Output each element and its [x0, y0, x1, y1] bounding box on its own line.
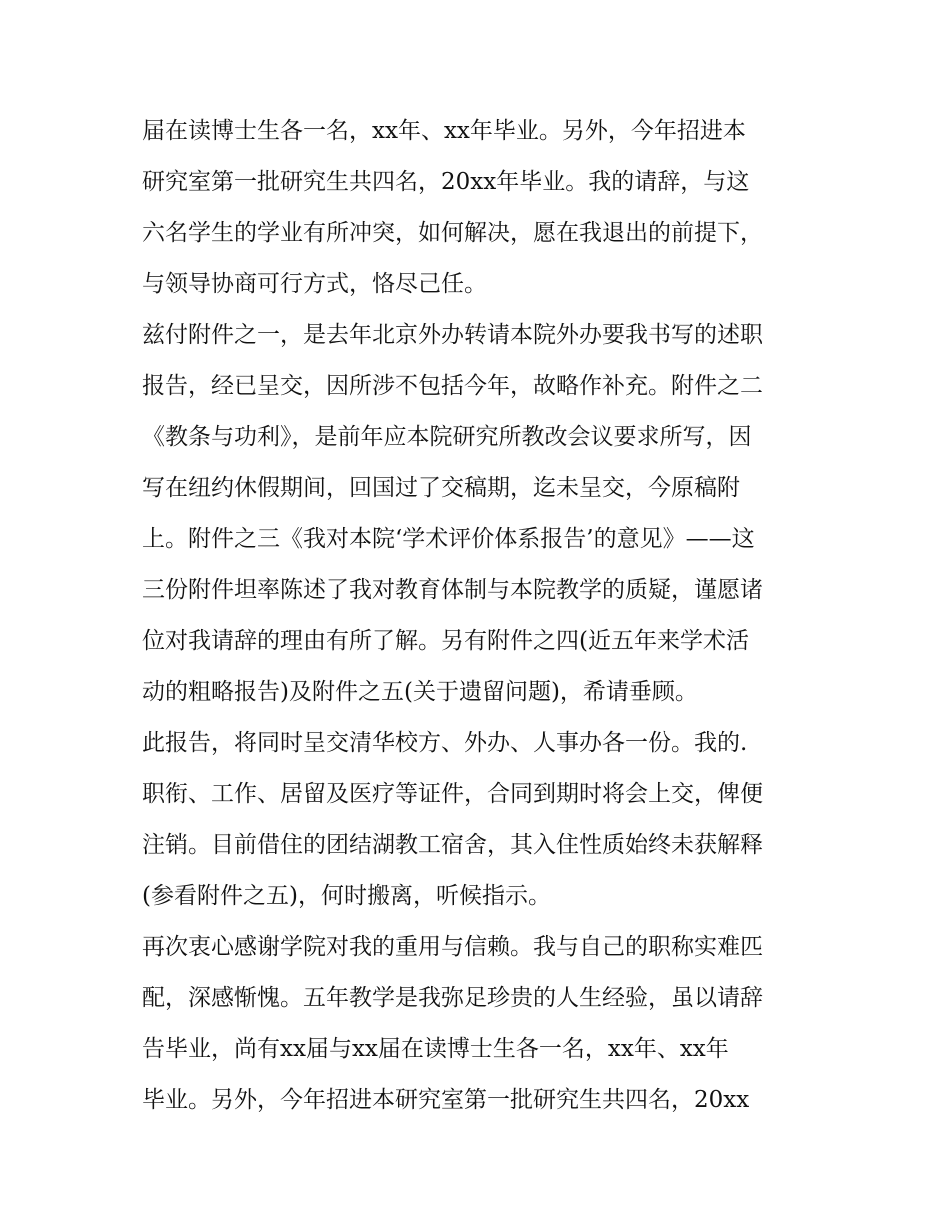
text-line: 上。附件之三《我对本院‘学术评价体系报告’的意见》——这: [142, 526, 755, 552]
text-line: (参看附件之五)，何时搬离，听候指示。: [142, 883, 551, 909]
text-line: 兹付附件之一，是去年北京外办转请本院外办要我书写的述职: [142, 322, 763, 348]
text-line: 三份附件坦率陈述了我对教育体制与本院教学的质疑，谨愿诸: [142, 577, 763, 603]
text-line: 告毕业，尚有xx届与xx届在读博士生各一名，xx年、xx年: [142, 1036, 729, 1062]
text-line: 届在读博士生各一名，xx年、xx年毕业。另外，今年招进本: [142, 118, 746, 144]
text-line: 报告，经已呈交，因所涉不包括今年，故略作补充。附件之二: [142, 373, 763, 399]
text-line: 位对我请辞的理由有所了解。另有附件之四(近五年来学术活: [142, 628, 749, 654]
text-line: 与领导协商可行方式，恪尽己任。: [142, 271, 487, 297]
text-line: 《教条与功利》，是前年应本院研究所教改会议要求所写，因: [142, 424, 752, 450]
text-line: 动的粗略报告)及附件之五(关于遗留问题)，希请垂顾。: [142, 679, 698, 705]
text-line: 注销。目前借住的团结湖教工宿舍，其入住性质始终未获解释: [142, 832, 763, 858]
text-line: 研究室第一批研究生共四名，20xx年毕业。我的请辞，与这: [142, 169, 750, 195]
text-line: 职衔、工作、居留及医疗等证件，合同到期时将会上交，俾便: [142, 781, 763, 807]
text-line: 写在纽约休假期间，回国过了交稿期，迄未呈交，今原稿附: [142, 475, 740, 501]
text-line: 六名学生的学业有所冲突，如何解决，愿在我退出的前提下，: [142, 220, 763, 246]
text-line: 配，深感惭愧。五年教学是我弥足珍贵的人生经验，虽以请辞: [142, 985, 763, 1011]
text-line: 再次衷心感谢学院对我的重用与信赖。我与自己的职称实难匹: [142, 934, 763, 960]
text-line: 毕业。另外，今年招进本研究室第一批研究生共四名，20xx: [142, 1087, 750, 1113]
document-body: [142, 106, 822, 1126]
text-line: 此报告，将同时呈交清华校方、外办、人事办各一份。我的.: [142, 730, 748, 756]
